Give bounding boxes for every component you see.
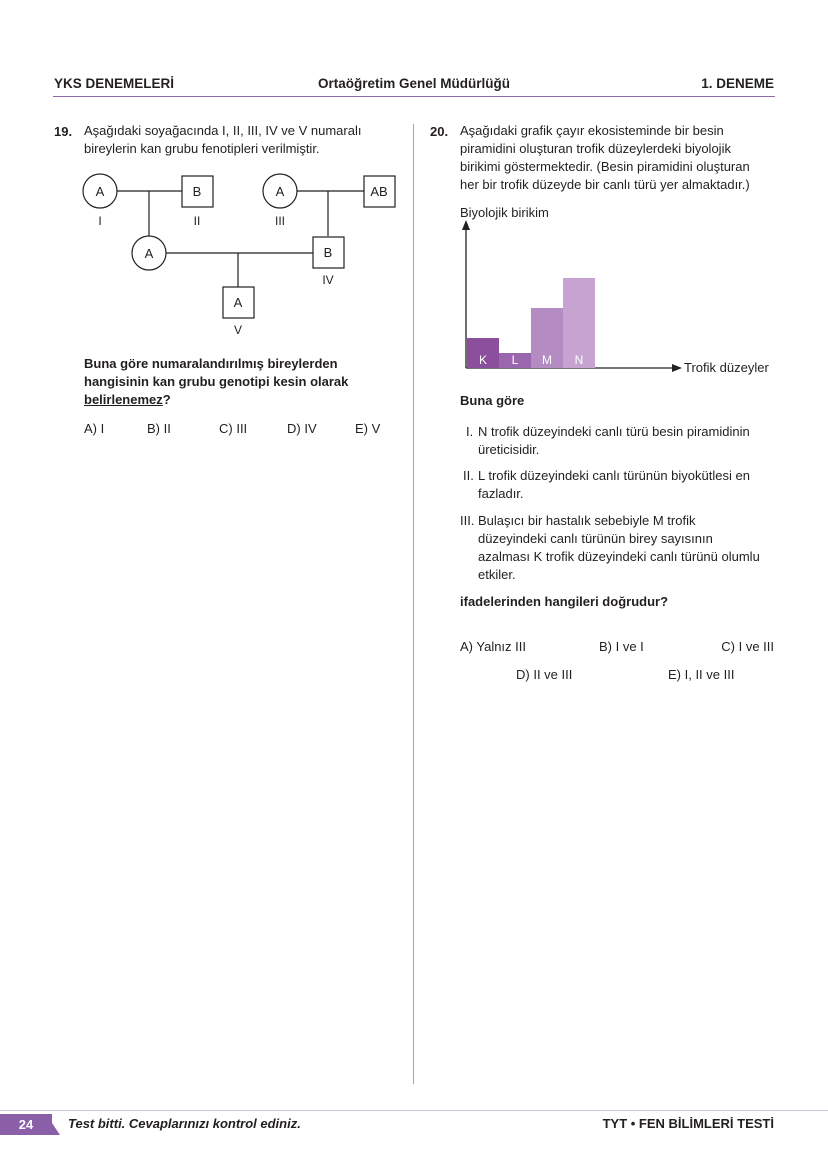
- phenotype-label: A: [233, 295, 243, 310]
- statement-line: N trofik düzeyindeki canlı türü besin piramidinin: [478, 424, 750, 439]
- q19-question-line: Buna göre numaralandırılmış bireylerden: [84, 356, 338, 371]
- pedigree-diagram: [0, 0, 414, 345]
- bar-label-L: L: [511, 353, 519, 367]
- q19-option-b[interactable]: B) II: [147, 421, 171, 436]
- individual-number: I: [98, 214, 102, 228]
- statement-line: L trofik düzeyindeki canlı türünün biyokütlesi en: [478, 468, 750, 483]
- q20-option-e[interactable]: E) I, II ve III: [668, 667, 735, 682]
- q19-question-line: hangisinin kan grubu genotipi kesin olarak: [84, 374, 349, 389]
- chart-ylabel: Biyolojik birikim: [460, 205, 549, 220]
- q19-stem-line: Aşağıdaki soyağacında I, II, III, IV ve V numaralı: [84, 123, 362, 138]
- q20-stem: [460, 122, 750, 194]
- q20-stem-line: piramidini oluşturan trofik düzeylerdeki biyolojik: [460, 141, 731, 156]
- footer-message: Test bitti. Cevaplarınızı kontrol ediniz.: [68, 1116, 301, 1131]
- q20-option-a[interactable]: A) Yalnız III: [460, 639, 526, 654]
- statement-line: Bulaşıcı bir hastalık sebebiyle M trofik: [478, 513, 696, 528]
- statement-line: etkiler.: [478, 567, 516, 582]
- biomass-chart: [414, 200, 828, 385]
- q19-question-line: [84, 391, 348, 409]
- q19-number: 19.: [54, 124, 73, 139]
- page-number: 24: [0, 1114, 52, 1135]
- phenotype-label: B: [192, 184, 202, 199]
- q19-option-e[interactable]: E) V: [355, 421, 381, 436]
- individual-number: V: [233, 323, 243, 337]
- q19-question-mark: ?: [162, 392, 171, 407]
- phenotype-label: B: [323, 245, 333, 260]
- q20-question: ifadelerinden hangileri doğrudur?: [460, 594, 669, 609]
- q19-stem-line: bireylerin kan grubu fenotipleri verilmiştir.: [84, 141, 320, 156]
- statement-II: [463, 467, 773, 503]
- statement-line: düzeyindeki canlı türünün birey sayısının: [478, 531, 713, 546]
- q20-option-c[interactable]: C) I ve III: [721, 639, 774, 654]
- chart-xlabel: Trofik düzeyler: [684, 360, 769, 375]
- individual-number: II: [193, 214, 201, 228]
- individual-number: III: [274, 214, 286, 228]
- q20-lead: Buna göre: [460, 393, 525, 408]
- header-right: 1. DENEME: [701, 76, 774, 91]
- q20-stem-line: birikimi göstermektedir. (Besin piramidini oluşturan: [460, 159, 750, 174]
- q20-option-d[interactable]: D) II ve III: [516, 667, 573, 682]
- statement-number: II.: [463, 468, 474, 483]
- q19-option-d[interactable]: D) IV: [287, 421, 317, 436]
- q20-stem-line: her bir trofik düzeyde bir canlı türü yer almaktadır.): [460, 177, 750, 192]
- footer-divider: [0, 1110, 828, 1111]
- header-center: Ortaöğretim Genel Müdürlüğü: [318, 76, 511, 91]
- statement-line: azalması K trofik düzeyindeki canlı türünü olumlu: [478, 549, 760, 564]
- q19-question: [84, 355, 348, 409]
- statement-line: fazladır.: [478, 486, 524, 501]
- q20-option-b[interactable]: B) I ve I: [599, 639, 644, 654]
- phenotype-label: AB: [370, 184, 388, 199]
- statement-line: üreticisidir.: [478, 442, 540, 457]
- q20-number: 20.: [430, 124, 449, 139]
- phenotype-label: A: [275, 184, 285, 199]
- x-axis-arrow-icon: [672, 364, 682, 372]
- statement-number: III.: [460, 513, 475, 528]
- q19-underlined-word: belirlenemez: [84, 392, 163, 407]
- bar-label-N: N: [574, 353, 584, 367]
- phenotype-label: A: [144, 246, 154, 261]
- bar-label-M: M: [542, 353, 552, 367]
- header-left: YKS DENEMELERİ: [54, 76, 175, 91]
- page-tab-decoration: [46, 1114, 60, 1135]
- q19-option-c[interactable]: C) III: [219, 421, 248, 436]
- statement-number: I.: [466, 424, 474, 439]
- statement-III: [460, 512, 780, 584]
- q19-option-a[interactable]: A) I: [84, 421, 105, 436]
- y-axis-arrow-icon: [462, 220, 470, 230]
- footer-test-name: TYT • FEN BİLİMLERİ TESTİ: [602, 1116, 774, 1131]
- phenotype-label: A: [95, 184, 105, 199]
- q20-stem-line: Aşağıdaki grafik çayır ekosisteminde bir besin: [460, 123, 724, 138]
- statement-I: [466, 423, 776, 459]
- individual-number: IV: [322, 273, 334, 287]
- bar-label-K: K: [478, 353, 488, 367]
